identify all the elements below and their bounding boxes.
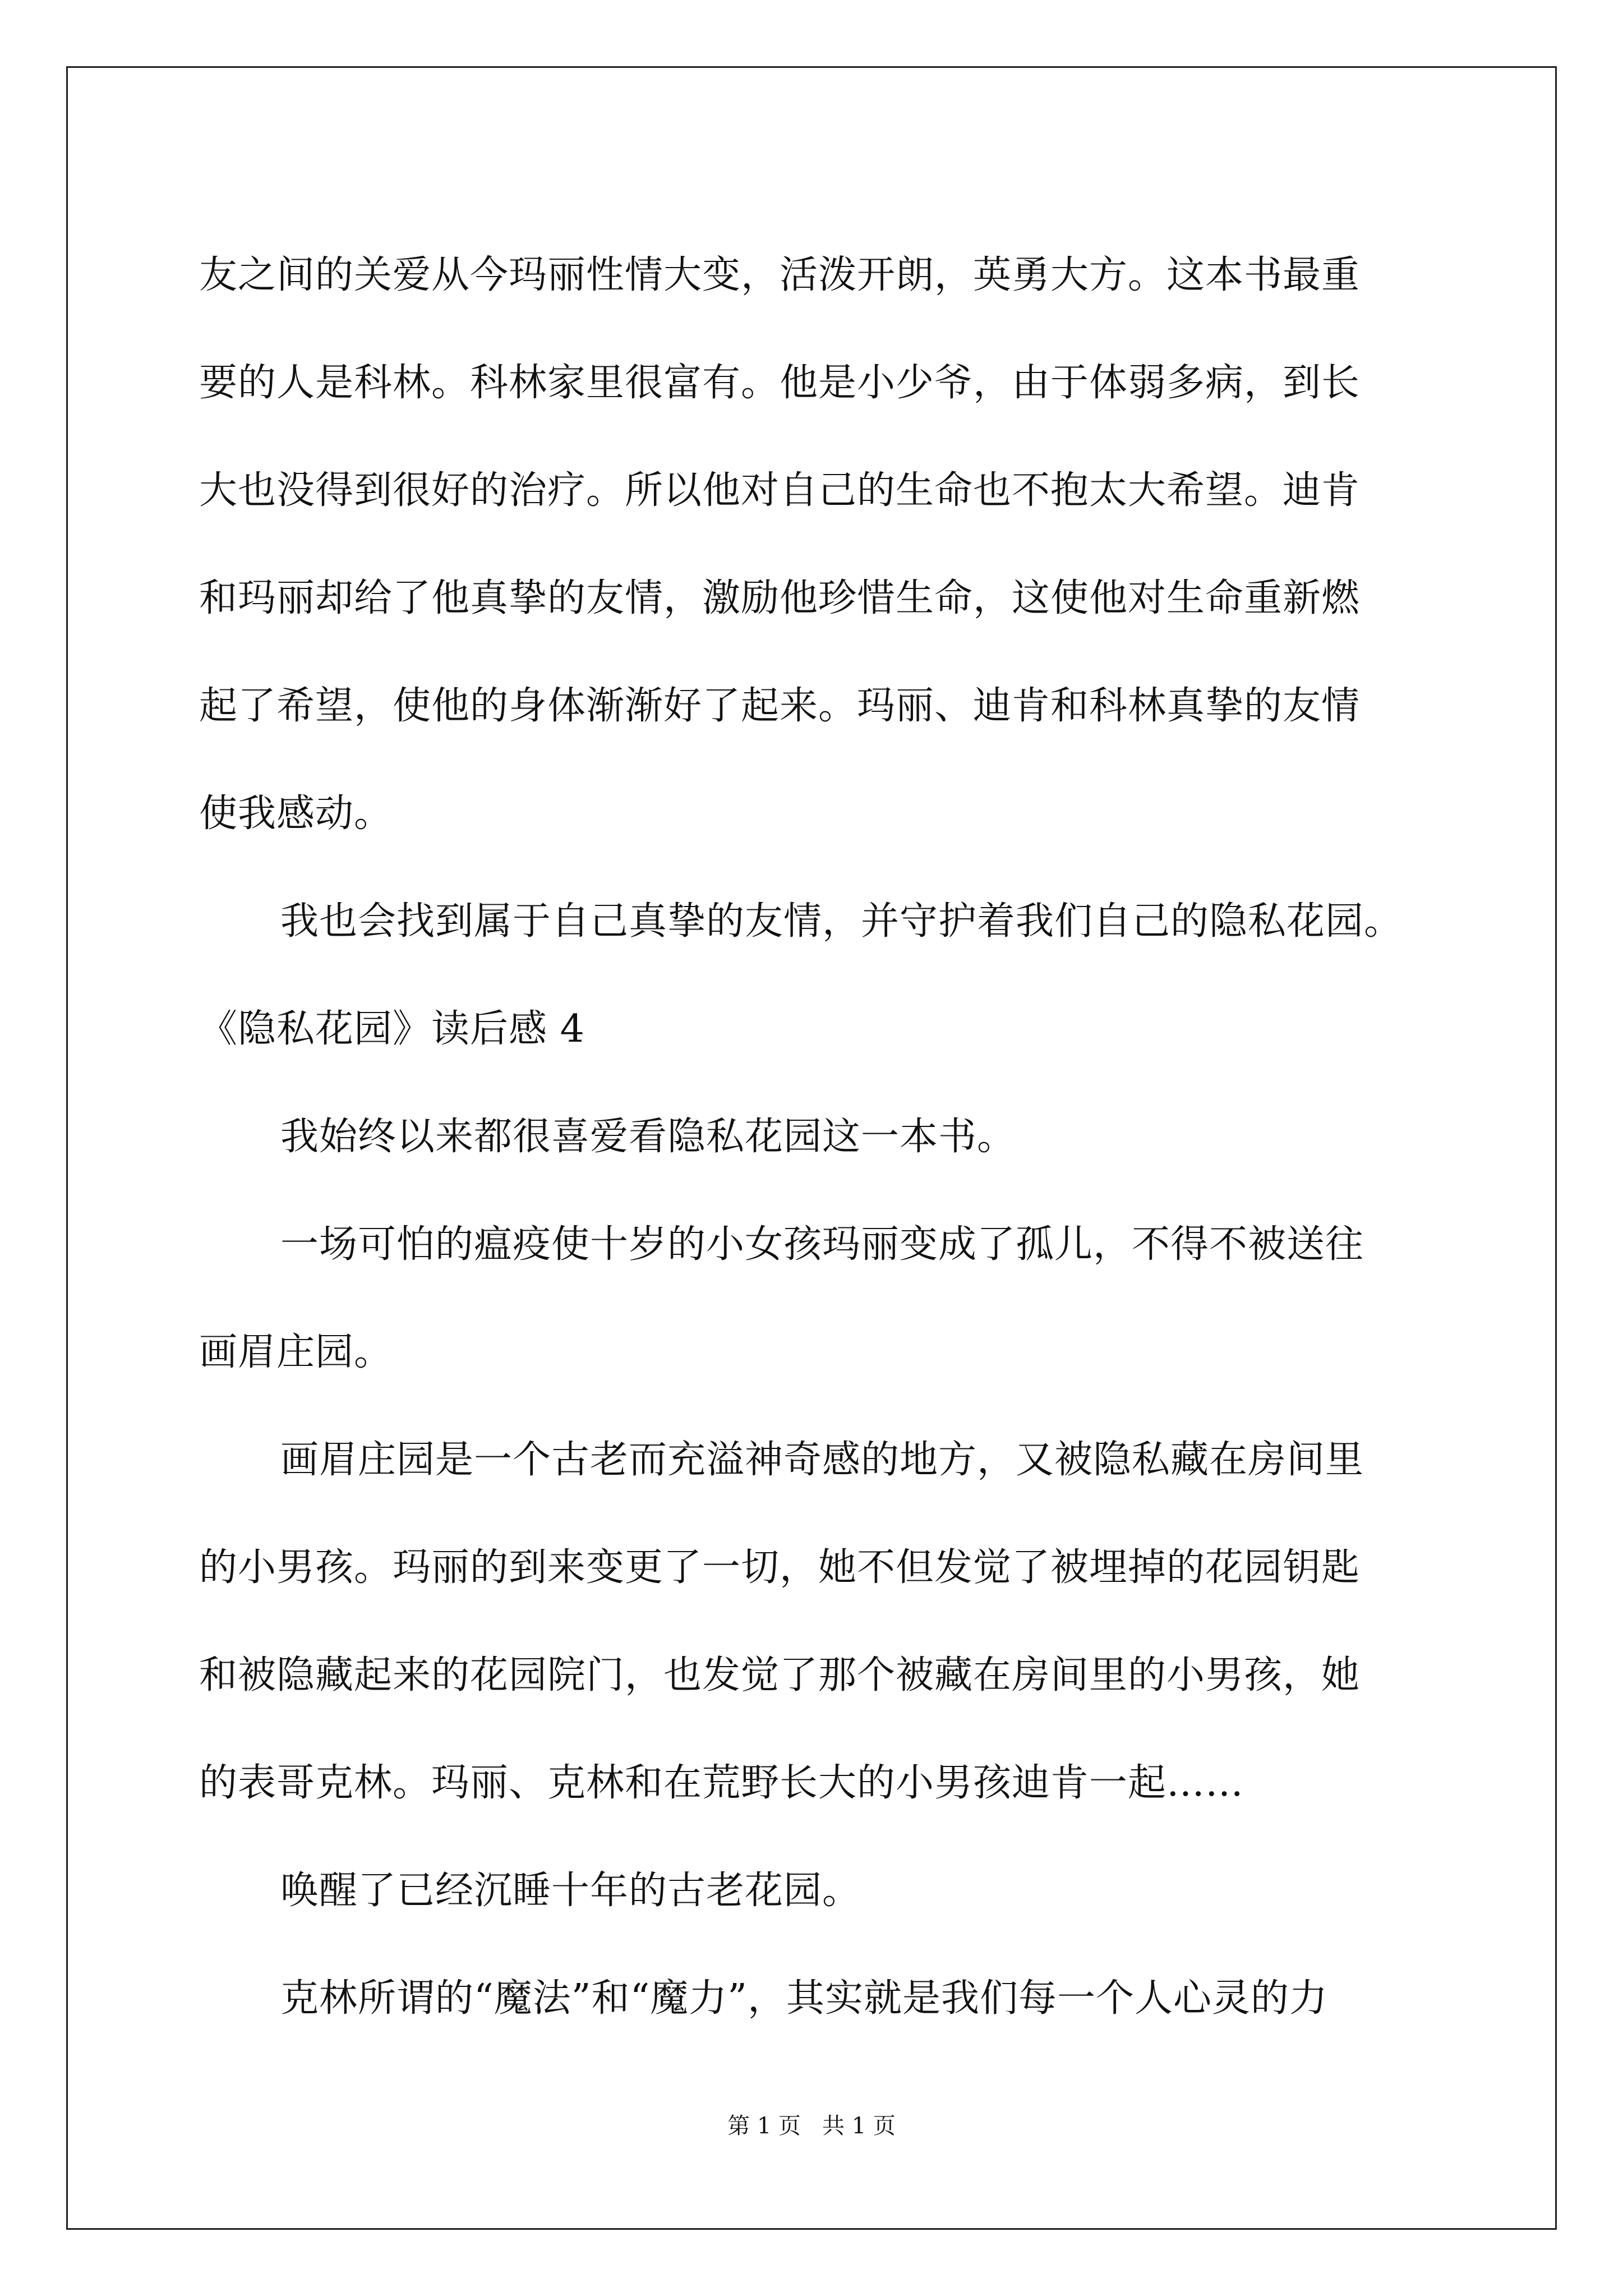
section-title: 《隐私花园》读后感 4	[199, 1007, 585, 1051]
page-footer	[0, 2109, 1623, 2143]
page-count: 共 1 页	[822, 2113, 896, 2139]
text-line: 使我感动。	[199, 792, 393, 836]
paragraph-line: 一场可怕的瘟疫使十岁的小女孩玛丽变成了孤儿，不得不被送往	[280, 1222, 1364, 1267]
text-line: 的表哥克林。玛丽、克林和在荒野长大的小男孩迪肯一起……	[199, 1761, 1244, 1805]
text-line: 友之间的关爱从今玛丽性情大变，活泼开朗，英勇大方。这本书最重	[199, 253, 1361, 297]
paragraph-line: 唤醒了已经沉睡十年的古老花园。	[280, 1869, 861, 1913]
page-number: 第 1 页	[727, 2113, 801, 2139]
paragraph-line: 我也会找到属于自己真挚的友情，并守护着我们自己的隐私花园。	[280, 899, 1403, 944]
text-line: 和被隐藏起来的花园院门，也发觉了那个被藏在房间里的小男孩，她	[199, 1653, 1361, 1697]
text-line: 和玛丽却给了他真挚的友情，激励他珍惜生命，这使他对生命重新燃	[199, 576, 1361, 620]
text-line: 起了希望，使他的身体渐渐好了起来。玛丽、迪肯和科林真挚的友情	[199, 684, 1361, 728]
text-line: 要的人是科林。科林家里很富有。他是小少爷，由于体弱多病，到长	[199, 361, 1361, 405]
text-line: 大也没得到很好的治疗。所以他对自己的生命也不抱太大希望。迪肯	[199, 468, 1361, 513]
paragraph-line: 克林所谓的“魔法”和“魔力”，其实就是我们每一个人心灵的力	[280, 1976, 1329, 2021]
text-line: 的小男孩。玛丽的到来变更了一切，她不但发觉了被埋掉的花园钥匙	[199, 1545, 1361, 1590]
text-line: 画眉庄园。	[199, 1330, 393, 1374]
paragraph-line: 我始终以来都很喜爱看隐私花园这一本书。	[280, 1115, 1016, 1159]
document-body	[199, 222, 1472, 2053]
paragraph-line: 画眉庄园是一个古老而充溢神奇感的地方，又被隐私藏在房间里	[280, 1438, 1364, 1482]
